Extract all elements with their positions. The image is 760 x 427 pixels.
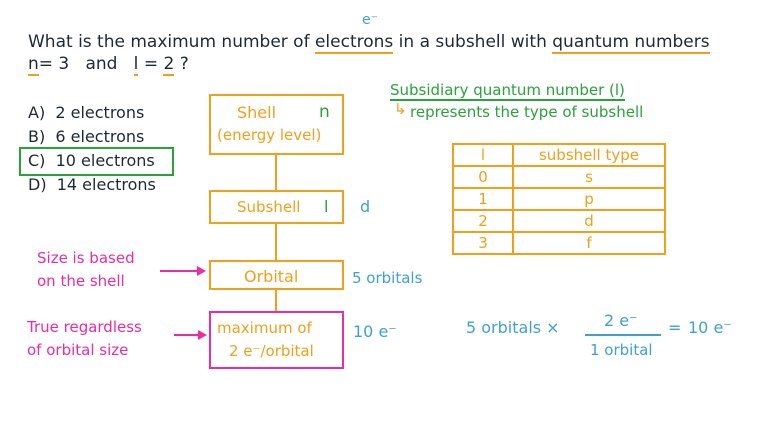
subsidiary-arrow-icon: ↳ bbox=[394, 100, 407, 118]
option-letter: C) bbox=[28, 151, 46, 170]
calc-left: 5 orbitals × bbox=[466, 318, 560, 337]
question-mark: ? bbox=[179, 54, 189, 74]
subsidiary-description: represents the type of subshell bbox=[410, 103, 644, 121]
subshell-label: Subshell bbox=[237, 198, 301, 216]
quantum-numbers-term: quantum numbers bbox=[552, 32, 710, 52]
shell-box bbox=[209, 94, 344, 155]
subshell-box bbox=[209, 190, 344, 224]
table-cell: 0 bbox=[453, 166, 513, 188]
header-l: l bbox=[453, 144, 513, 166]
connector-line bbox=[275, 224, 277, 260]
table-row bbox=[453, 232, 665, 254]
size-note-line-2: on the shell bbox=[37, 272, 125, 290]
shell-n-symbol: n bbox=[319, 102, 330, 122]
option-d[interactable] bbox=[28, 175, 156, 194]
calc-equals: = bbox=[668, 318, 682, 337]
option-letter: D) bbox=[28, 175, 47, 194]
per-orbital-label: 2 e⁻/orbital bbox=[229, 342, 314, 360]
l-label: l bbox=[133, 54, 139, 74]
connector-line bbox=[275, 290, 277, 311]
table-cell: p bbox=[513, 188, 665, 210]
option-text: 6 electrons bbox=[55, 127, 145, 146]
arrow-head-icon bbox=[197, 266, 206, 276]
option-letter: B) bbox=[28, 127, 46, 146]
electrons-term: electrons bbox=[314, 32, 394, 52]
n-label: n bbox=[28, 54, 39, 74]
question-text-2: in a subshell with bbox=[393, 32, 553, 52]
calc-numerator: 2 e⁻ bbox=[604, 311, 638, 330]
table-cell: 3 bbox=[453, 232, 513, 254]
option-text: 10 electrons bbox=[55, 151, 155, 170]
subshell-value: d bbox=[360, 197, 371, 216]
arrow-head-icon bbox=[198, 330, 207, 340]
table-row bbox=[453, 166, 665, 188]
table-header-row bbox=[453, 144, 665, 166]
maximum-of-label: maximum of bbox=[217, 319, 312, 337]
true-note-line-2: of orbital size bbox=[27, 341, 129, 359]
arrow-line bbox=[174, 334, 199, 336]
l-value: 2 bbox=[163, 54, 175, 74]
calc-denominator: 1 orbital bbox=[590, 341, 653, 359]
orbital-label: Orbital bbox=[244, 267, 299, 286]
l-equals: = bbox=[143, 54, 159, 74]
energy-level-label: (energy level) bbox=[217, 126, 322, 144]
fraction-bar bbox=[585, 334, 661, 336]
max-electrons: 10 e⁻ bbox=[353, 322, 397, 341]
calc-result: 10 e⁻ bbox=[688, 318, 732, 337]
electron-symbol: e⁻ bbox=[362, 12, 379, 28]
table-cell: 1 bbox=[453, 188, 513, 210]
subshell-l-symbol: l bbox=[324, 197, 329, 216]
table-cell: s bbox=[513, 166, 665, 188]
shell-label: Shell bbox=[237, 103, 277, 122]
maximum-box bbox=[209, 311, 344, 369]
orbital-count: 5 orbitals bbox=[352, 269, 423, 287]
question-line-2 bbox=[28, 54, 189, 74]
option-text: 14 electrons bbox=[56, 175, 156, 194]
table-cell: f bbox=[513, 232, 665, 254]
orbital-box bbox=[209, 260, 344, 290]
subshell-type-table bbox=[452, 143, 666, 255]
header-subshell-type: subshell type bbox=[513, 144, 665, 166]
option-b[interactable] bbox=[28, 127, 144, 146]
option-text: 2 electrons bbox=[55, 103, 145, 122]
arrow-line bbox=[160, 270, 198, 272]
question-text-1: What is the maximum number of bbox=[28, 32, 315, 52]
size-note-line-1: Size is based bbox=[37, 249, 135, 267]
n-value: = 3 bbox=[38, 54, 70, 74]
table-row bbox=[453, 210, 665, 232]
option-letter: A) bbox=[28, 103, 46, 122]
table-cell: 2 bbox=[453, 210, 513, 232]
subsidiary-title: Subsidiary quantum number (l) bbox=[390, 81, 625, 99]
question-line-1 bbox=[28, 32, 710, 52]
connector-line bbox=[275, 155, 277, 190]
option-a[interactable] bbox=[28, 103, 144, 122]
table-cell: d bbox=[513, 210, 665, 232]
and-word: and bbox=[85, 54, 118, 74]
true-note-line-1: True regardless bbox=[27, 318, 142, 336]
correct-answer-highlight bbox=[19, 147, 174, 176]
table-row bbox=[453, 188, 665, 210]
